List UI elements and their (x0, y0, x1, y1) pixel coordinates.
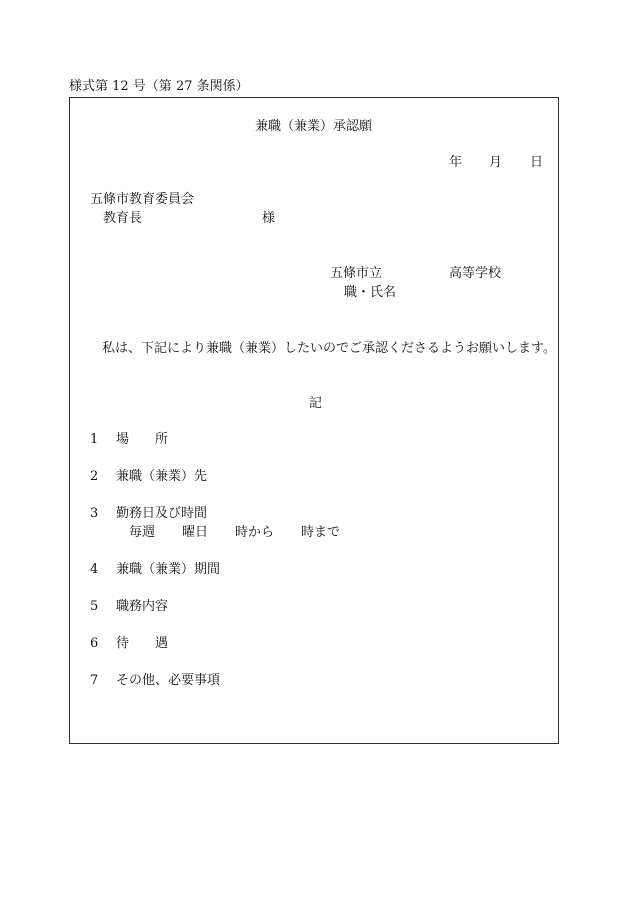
item-number: 7 (90, 673, 99, 688)
item-label: 勤務日及び時間 (116, 506, 208, 521)
list-item-employer (90, 469, 207, 485)
item-label: 場 所 (116, 432, 169, 447)
item-number: 3 (90, 506, 99, 521)
list-item-compensation (90, 636, 168, 652)
item-label: 兼職（兼業）期間 (116, 562, 221, 577)
date-month: 月 (489, 155, 503, 170)
list-item-location (90, 432, 168, 448)
addressee-organization: 五條市教育委員会 (90, 192, 195, 207)
item-number: 6 (90, 636, 99, 651)
item-number: 1 (90, 432, 99, 447)
item-label: その他、必要事項 (116, 673, 221, 688)
request-text: 私は、下記により兼職（兼業）したいのでご承認くださるようお願いします。 (102, 341, 556, 356)
item-label: 待 遇 (116, 636, 169, 651)
applicant-school-prefix: 五條市立 (330, 266, 383, 281)
addressee-honorific: 様 (262, 211, 276, 226)
document-title: 兼職（兼業）承認願 (255, 119, 373, 134)
list-item-duties (90, 599, 168, 615)
date-day: 日 (530, 155, 544, 170)
ki-heading: 記 (309, 396, 323, 411)
addressee-position: 教育長 (103, 211, 143, 226)
applicant-school-suffix: 高等学校 (449, 266, 502, 281)
date-year: 年 (449, 155, 463, 170)
item-number: 4 (90, 562, 99, 577)
list-item-other (90, 673, 220, 689)
item-number: 5 (90, 599, 99, 614)
list-item-work-schedule (90, 506, 207, 522)
schedule-weekday: 曜日 (182, 525, 209, 540)
item-label: 兼職（兼業）先 (116, 469, 208, 484)
schedule-from-time: 時から (235, 525, 275, 540)
schedule-weekly: 毎週 (129, 525, 156, 540)
form-number-label: 様式第 12 号（第 27 条関係） (69, 79, 249, 94)
list-item-period (90, 562, 220, 578)
applicant-name-label: 職・氏名 (344, 285, 397, 300)
schedule-to-time: 時まで (301, 525, 341, 540)
item-number: 2 (90, 469, 99, 484)
item-label: 職務内容 (116, 599, 169, 614)
